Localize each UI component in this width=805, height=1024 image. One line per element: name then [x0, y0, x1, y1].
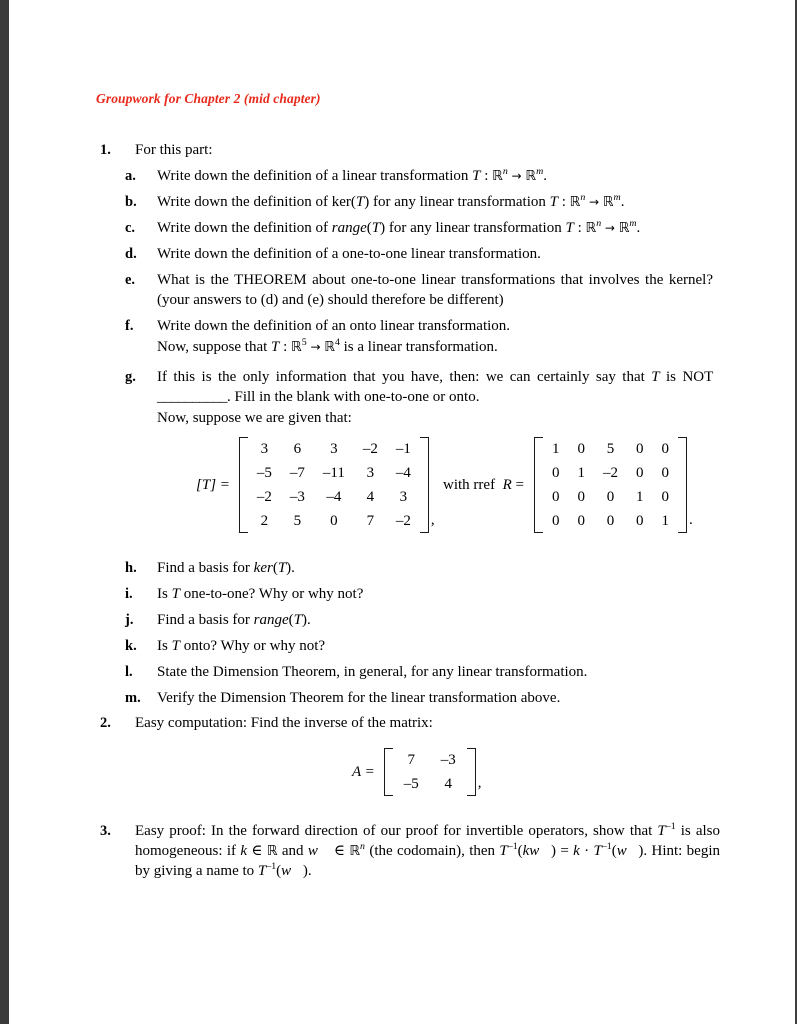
bracket-left	[384, 748, 393, 796]
item-b	[125, 193, 745, 213]
matrix-R-label: with rref R =	[443, 476, 524, 493]
matrix-A-block	[352, 748, 482, 796]
matrix-cell: –5	[403, 775, 419, 792]
matrix-cell: 4	[366, 488, 375, 505]
item-a-text: Write down the definition of a linear transformation T : ℝ$^n$ → ℝ$^m$.	[157, 166, 547, 184]
matrix-row	[543, 461, 678, 485]
matrix-row	[543, 509, 678, 533]
matrix-cell: 4	[444, 775, 453, 792]
matrix-A	[384, 748, 476, 796]
item-g-marker: g.	[125, 369, 136, 385]
matrix-cell: 2	[260, 512, 269, 529]
matrix-cell: –2	[362, 440, 378, 457]
item-a-marker: a.	[125, 168, 136, 184]
item-m-marker: m.	[125, 690, 141, 706]
matrix-cell: –1	[395, 440, 411, 457]
item-f	[125, 317, 745, 337]
matrix-cell: 3	[260, 440, 269, 457]
matrix-cell: 0	[551, 512, 560, 529]
item-k-marker: k.	[125, 638, 137, 654]
problem-2	[100, 714, 720, 734]
item-e-marker: e.	[125, 272, 136, 288]
matrix-row	[543, 437, 678, 461]
item-l-marker: l.	[125, 664, 133, 680]
item-h-text: Find a basis for ker(T).	[157, 560, 295, 576]
matrix-row	[393, 772, 467, 796]
item-h-marker: h.	[125, 560, 137, 576]
item-f-marker: f.	[125, 318, 134, 334]
matrix-A-trailing: ,	[477, 775, 482, 791]
matrix-R-trailing: .	[688, 512, 693, 528]
matrix-row	[248, 461, 420, 485]
matrix-cell: 0	[330, 512, 338, 529]
matrix-cell: 0	[551, 488, 560, 505]
item-m-text: Verify the Dimension Theorem for the linear transformation above.	[157, 690, 561, 706]
matrix-cell: –3	[289, 488, 305, 505]
problem-3-text: Easy proof: In the forward direction of our proof for invertible operators, show that $T^{-1}$ is also homogeneous: if k ∈ ℝ and w⃗ ∈ ℝ$^n$ (the codomain), then $T^{-1}(kw⃗) = k$ · $T^{-1}(w⃗)$. Hint: begin by giving a name to $T^{-1}(w⃗)$.	[135, 821, 720, 879]
fill-in-blank: __________	[157, 388, 227, 405]
matrix-cell: 6	[293, 440, 302, 457]
problem-1-number: 1.	[100, 142, 111, 158]
item-a	[125, 167, 745, 187]
matrix-row	[393, 748, 467, 772]
problem-3	[100, 822, 720, 882]
matrix-cell: 5	[293, 512, 302, 529]
item-h	[125, 559, 745, 579]
problem-3-number: 3.	[100, 823, 111, 839]
matrix-T-block	[196, 437, 435, 533]
item-g	[125, 368, 713, 408]
matrix-T-trailing: ,	[430, 512, 435, 528]
transformation-setup-text: Now, suppose that T : ℝ$^5$ → ℝ$^4$ is a linear transformation.	[157, 337, 498, 355]
bracket-left	[239, 437, 248, 533]
matrix-cell: 0	[577, 512, 585, 529]
page-right-edge	[795, 0, 797, 1024]
item-d	[125, 245, 745, 265]
given-matrices-line	[157, 409, 757, 429]
matrix-cell: 7	[366, 512, 375, 529]
problem-2-text: Easy computation: Find the inverse of the matrix:	[135, 715, 433, 731]
matrix-cell: –5	[256, 464, 272, 481]
matrix-cell: 0	[661, 464, 669, 481]
item-j-text: Find a basis for range(T).	[157, 612, 311, 628]
matrix-cell: 0	[577, 488, 585, 505]
matrix-cell: –7	[289, 464, 305, 481]
item-f-text: Write down the definition of an onto linear transformation.	[157, 318, 511, 334]
matrix-T	[239, 437, 429, 533]
item-i	[125, 585, 745, 605]
given-matrices-text: Now, suppose we are given that:	[157, 410, 352, 426]
bracket-right	[420, 437, 429, 533]
item-k-text: Is T onto? Why or why not?	[157, 638, 326, 654]
item-e	[125, 271, 713, 311]
matrix-cell: –2	[602, 464, 618, 481]
item-i-text: Is T one-to-one? Why or why not?	[157, 586, 364, 602]
item-g-text: If this is the only information that you have, then: we can certainly say that T is NOT __________. Fill in the blank with one-to-one or onto.	[157, 369, 713, 405]
page-title: Groupwork for Chapter 2 (mid chapter)	[96, 91, 321, 106]
item-c	[125, 219, 755, 239]
item-j	[125, 611, 745, 631]
item-i-marker: i.	[125, 586, 133, 602]
matrix-cell: 5	[606, 440, 615, 457]
matrix-cell: 3	[366, 464, 375, 481]
matrix-cell: –2	[395, 512, 411, 529]
matrix-cell: 3	[399, 488, 408, 505]
matrix-T-label: [T] =	[196, 476, 230, 493]
problem-2-number: 2.	[100, 715, 111, 731]
item-l-text: State the Dimension Theorem, in general, for any linear transformation.	[157, 664, 588, 680]
item-b-marker: b.	[125, 194, 137, 210]
matrix-cell: 0	[577, 440, 585, 457]
matrix-cell: 0	[606, 488, 615, 505]
matrix-cell: 7	[407, 751, 416, 768]
matrix-cell: 1	[661, 512, 669, 529]
matrix-cell: 0	[635, 512, 644, 529]
matrix-cell: –4	[326, 488, 342, 505]
matrix-row	[248, 509, 420, 533]
page-left-edge	[0, 0, 9, 1024]
bracket-left	[534, 437, 543, 533]
item-m	[125, 689, 745, 709]
item-k	[125, 637, 745, 657]
matrix-cell: –3	[440, 751, 456, 768]
matrix-row	[248, 437, 420, 461]
matrix-cell: –11	[322, 464, 345, 481]
matrix-A-label: A =	[352, 763, 375, 780]
item-d-marker: d.	[125, 246, 137, 262]
matrix-cell: 0	[661, 440, 669, 457]
item-d-text: Write down the definition of a one-to-one linear transformation.	[157, 246, 541, 262]
matrix-cell: –4	[395, 464, 411, 481]
problem-1-stem: For this part:	[135, 142, 213, 158]
matrix-row	[543, 485, 678, 509]
item-c-marker: c.	[125, 220, 136, 236]
matrix-R-block	[443, 437, 693, 533]
matrix-row	[248, 485, 420, 509]
item-b-text: Write down the definition of ker(T) for any linear transformation T : ℝ$^n$ → ℝ$^m$.	[157, 192, 625, 210]
matrix-cell: 0	[606, 512, 615, 529]
matrix-cell: 3	[330, 440, 338, 457]
matrix-cell: 1	[635, 488, 644, 505]
item-c-text: Write down the definition of range(T) for any linear transformation T : ℝ$^n$ → ℝ$^m$.	[157, 218, 641, 236]
matrix-cell: 0	[661, 488, 669, 505]
item-e-text: What is the THEOREM about one-to-one linear transformations that involves the kernel? (your answers to (d) and (e) should therefore be different)	[157, 272, 713, 308]
matrix-cell: 0	[635, 464, 644, 481]
transformation-setup-line	[157, 338, 757, 358]
item-j-marker: j.	[125, 612, 134, 628]
item-l	[125, 663, 745, 683]
matrix-cell: 0	[551, 464, 560, 481]
matrix-cell: 0	[635, 440, 644, 457]
matrix-cell: –2	[256, 488, 272, 505]
matrix-cell: 1	[577, 464, 585, 481]
problem-1	[100, 141, 740, 161]
bracket-right	[467, 748, 476, 796]
bracket-right	[678, 437, 687, 533]
matrix-R	[534, 437, 687, 533]
matrix-cell: 1	[551, 440, 560, 457]
